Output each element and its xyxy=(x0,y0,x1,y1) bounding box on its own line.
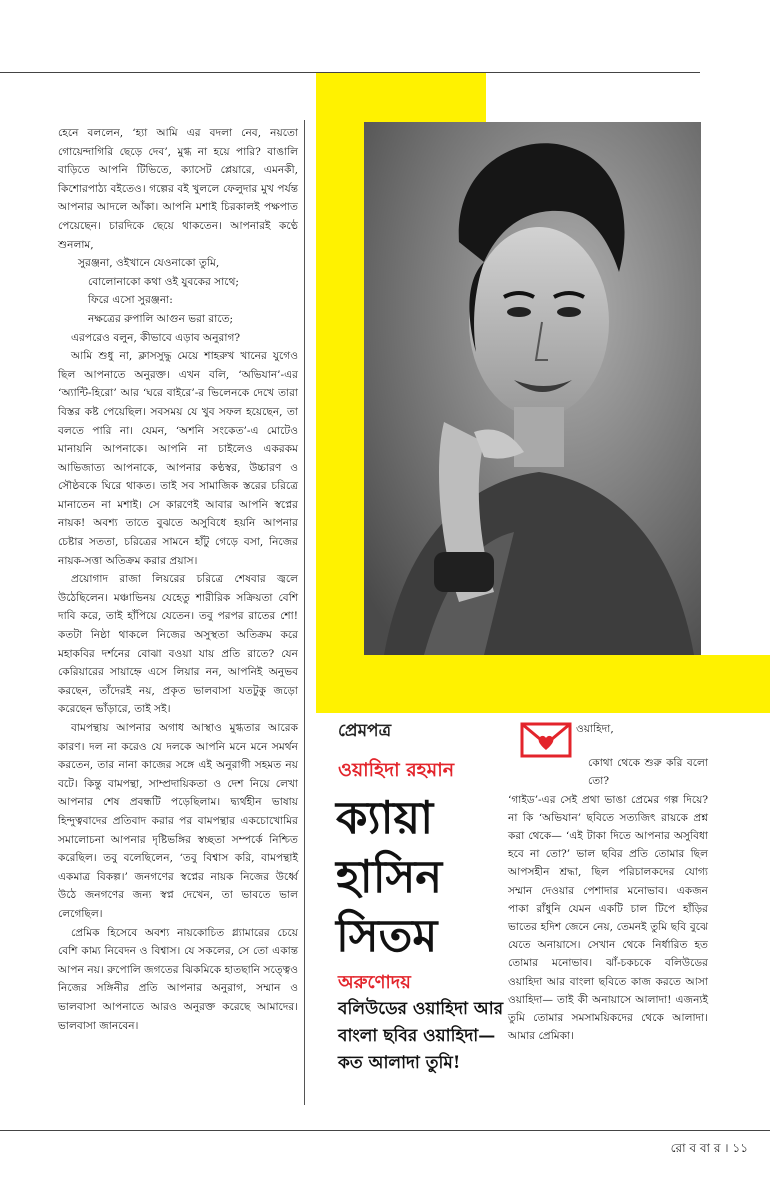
verse-line: সুরঞ্জনা, ওইখানে যেওনাকো তুমি, xyxy=(78,257,220,270)
verse-line: নক্ষত্রের রুপালি আগুন ভরা রাতে; xyxy=(88,312,234,325)
paragraph: প্রয়োগাদ রাজা লিয়রের চরিত্রে শেষবার জ্বলে উঠেছিলেন। মঞ্চাভিনয় যেহেতু শারীরিক সক্রিয়তা বেশি দাবি করে, তাই হাঁপিয়ে যেতেন। তবু পরপর রাতের শো! কতটা নিষ্ঠা থাকলে নিজের অসুস্থতা অতিক্রম করে মহাকবির দর্শনের বোঝা বওয়া যায় প্রতি রাতে? যেন কেরিয়ারের সায়াহ্নে এসে লিয়ার নন, আপনিই অনুভব করছেন, তাঁদেরই নয়, প্রকৃত ভালবাসা যতটুকু জড়ো করেছেন ভাঁড়ারে, তাই সই। xyxy=(58,573,298,716)
portrait-illustration xyxy=(364,122,701,655)
letter-salutation: ওয়াহিদা, xyxy=(576,723,614,735)
column-divider xyxy=(304,120,305,1105)
paragraph: আমি শুধু না, ক্লাসসুদ্ধু মেয়ে শাহরুখ খানের যুগেও ছিল আপনাতে অনুরক্ত। এখন বলি, ‘অভিযান’-এর ‘অ্যান্টি-হিরো’ আর ‘ঘরে বাইরে’-র ভিলেনকে দেখে তারা বিস্তর কষ্ট পেয়েছিল। সবসময় যে খুব সফল হয়েছেন, তা বলতে পারি না। যেমন, ‘অশনি সংকেত’-এ মোটেও মানায়নি আপনাকে। আপনি না চাইলেও একরকম আভিজাত্য আপনাকে, আপনার কণ্ঠস্বর, উচ্চারণ ও সৌষ্ঠবকে ঘিরে থাকত। তাই সব সামাজিক স্তরের চরিত্রে মানাতেন না মশাই। সে কারণেই আবার আপনি স্বপ্নের নায়ক! অবশ্য তাতে বুঝতে অসুবিধে হয়নি আপনার চেষ্টার সততা, চরিত্রের সামনে হাঁটু গেড়ে বসা, নিজের নায়ক-সত্তা অতিক্রম করার প্রয়াস। xyxy=(58,350,298,567)
portrait-photo xyxy=(364,122,701,655)
byline: অরুণোদয় xyxy=(338,972,411,993)
page-number: ১১ xyxy=(732,1141,748,1155)
page-footer xyxy=(671,1140,748,1160)
yellow-accent-bar xyxy=(316,73,364,713)
bottom-rule xyxy=(0,1130,770,1131)
headline-line: ক্যায়া xyxy=(336,791,434,844)
folio-separator: । xyxy=(724,1141,729,1155)
headline xyxy=(336,788,506,965)
left-column-text xyxy=(58,124,298,1035)
letter-body: ‘গাইড’-এর সেই প্রথা ভাঙা প্রেমের গল্প দিয়ে? না কি ‘অভিযান’ ছবিতে সত্যজিৎ রায়কে প্রশ্ন করা থেকে— ‘এই টাকা দিতে আপনার অসুবিধা হবে না তো?’ ভাল ছবির প্রতি তোমার ছিল আপসহীন শ্রদ্ধা, ছিল পরিচালকদের যোগ্য সম্মান দেওয়ার পেশাদার মনোভাব। একজন পাকা রাঁধুনি যেমন একটি চাল টিপে হাঁড়ির ভাতের হদিশ জেনে নেয়, তেমনই তুমি ছবি বুঝে যেতে অনায়াসে। সেখান থেকে নির্ধারিত হত তোমার মনোভাব। ঝাঁ-চকচকে বলিউডের ওয়াহিদা আর বাংলা ছবিতে কাজ করতে আসা ওয়াহিদা— তাই কী অনায়াসে আলাদা! এজন্যই তুমি তোমার সমসাময়িকদের থেকে আলাদা। আমার প্রেমিকা। xyxy=(508,793,708,1043)
paragraph: বামপন্থায় আপনার অগাধ আস্থাও মুগ্ধতার আরেক কারণ। দল না করেও যে দলকে আপনি মনে মনে সমর্থন করতেন, তার নানা কাজের সঙ্গে এই অনুরাগী সহমত নয় বটে। কিন্তু বামপন্থা, সাম্প্রদায়িকতা ও দেশ নিয়ে লেখা আপনার শেষ প্রবন্ধটি পড়েছিলাম। দ্ব্যর্থহীন ভাষায় হিন্দুত্ববাদের প্রতিবাদ করার পর বামপন্থার একচোখোমির সমালোচনা আপনার দৃষ্টিভঙ্গির স্বচ্ছতা সম্পর্কে নিশ্চিত করেছিল। তবু বলেছিলেন, ‘তবু বিশ্বাস করি, বামপন্থাই একমাত্র বিকল্প।’ জনগণের স্বপ্নের নায়ক নিজের উর্ধ্বে উঠে জনগণের জন্য স্বপ্ন দেখেন, তা ভাবতে ভাল লেগেছিল। xyxy=(58,722,298,920)
letter-opening: কোথা থেকে শুরু করি বলো তো? xyxy=(588,757,708,788)
yellow-accent-band xyxy=(316,655,770,713)
headline-line: সিতম xyxy=(336,909,438,962)
paragraph: প্রেমিক হিসেবে অবশ্য নায়কোচিত গ্ল্যামারের চেয়ে বেশি কাম্য নিবেদন ও বিশ্বাস। যে সকলের, সে তো একান্ত আপন নয়। রুপোলি জগতের ঝিকমিকে হাতছানি সত্ত্বেও নিজের সঙ্গিনীর প্রতি আপনার অনুরাগ, সম্মান ও ভালবাসা আপনাতে আরও অনুরক্ত করেছে আমাদের। ভালবাসা জানবেন। xyxy=(58,926,298,1032)
magazine-name: রো ব বা র xyxy=(670,1141,721,1155)
subject-name: ওয়াহিদা রহমান xyxy=(338,759,455,781)
paragraph: এরপরেও বলুন, কীভাবে এড়াব অনুরাগ? xyxy=(71,331,241,344)
headline-line: হাসিন xyxy=(336,850,443,903)
verse-line: ফিরে এসো সুরঞ্জনা: xyxy=(88,294,173,307)
deck-text: বলিউডের ওয়াহিদা আর বাংলা ছবির ওয়াহিদা— কত আলাদা তুমি! xyxy=(338,999,504,1073)
paragraph: হেনে বললেন, ‘হ্যা আমি এর বদলা নেব, নয়তো গোয়েন্দাগিরি ছেড়ে দেব’, মুগ্ধ না হয়ে পারি? বাঙালি বাড়িতে আপনি টিভিতে, ক্যাসেট প্লেয়ারে, এমনকী, কিশোরপাঠ্য বইতেও। গল্পের বই খুললে ফেলুদার মুখ পর্যন্ত আপনার আদলে আঁকা। আপনি মশাই চিরকালই পক্ষপাত পেয়েছেন। চারদিকে ছেয়ে থাকতেন। আপনারই কণ্ঠে শুনলাম, xyxy=(58,127,298,251)
verse-line: বোলোনাকো কথা ওই যুবকের সাথে; xyxy=(88,275,239,288)
letter-column xyxy=(508,720,708,1045)
section-kicker: প্রেমপত্র xyxy=(338,721,392,741)
